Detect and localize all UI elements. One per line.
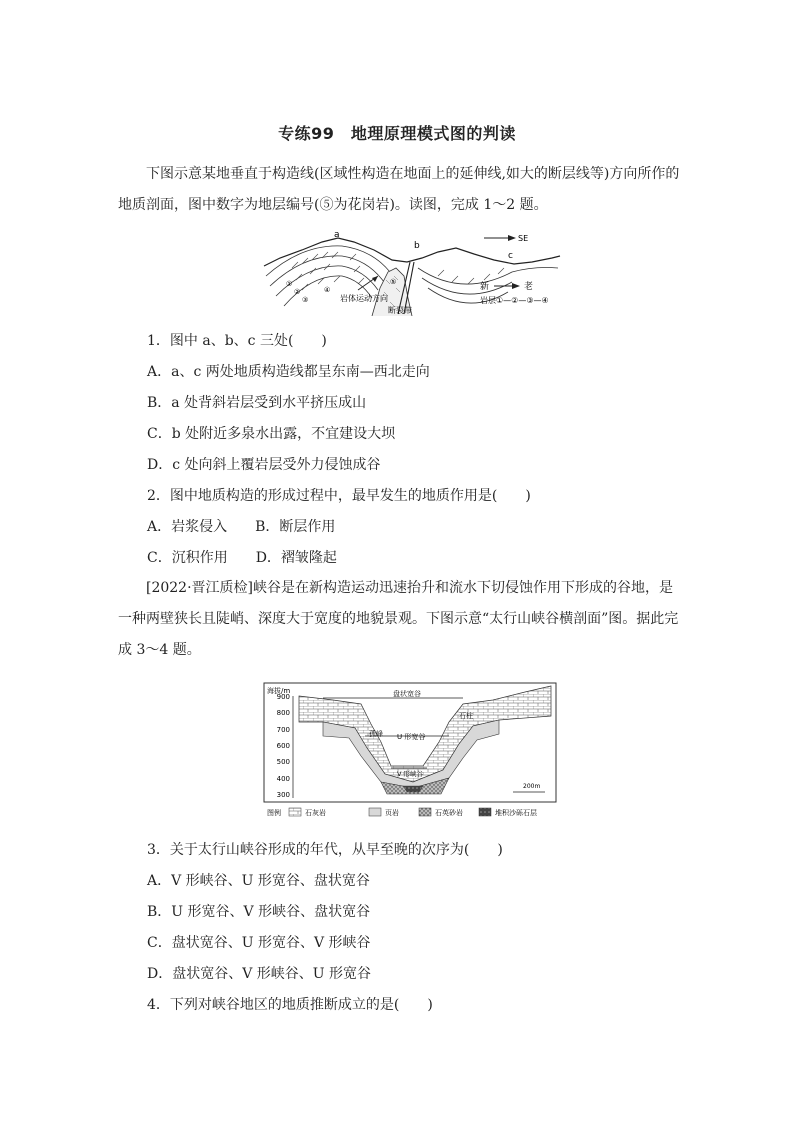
label-u-valley: U 形宽谷 [397, 733, 426, 741]
tick-800: 800 [276, 709, 290, 717]
question-2: 2．图中地质构造的形成过程中，最早发生的地质作用是( ) [147, 488, 531, 504]
axis-title: 海拔/m [267, 687, 291, 695]
intro-paragraph-2: [2022·晋江质检]峡谷是在新构造运动迅速抬升和流水下切侵蚀作用下形成的谷地，是一种两壁狭长且陡峭、深度大于宽度的地貌景观。下图示意“太行山峡谷横剖面”图。据此完成 3～4 题。 [118, 580, 679, 658]
q2-options-ab: A．岩浆侵入 B．断层作用 [147, 519, 336, 535]
layer-5: ⑤ [390, 278, 397, 286]
legend-quartz-sandstone: 石英砂岩 [435, 809, 463, 817]
label-isolated-peak: 孤峰 [369, 730, 383, 738]
fault-label: 断裂带 [388, 306, 412, 315]
geologic-section-figure [262, 228, 562, 316]
label-a: a [334, 230, 340, 240]
q1-option-c: C．b 处附近多泉水出露，不宜建设大坝 [147, 426, 396, 442]
label-c: c [508, 251, 513, 261]
label-v-canyon: V 形峡谷 [397, 770, 424, 778]
q3-option-b: B．U 形宽谷、V 形峡谷、盘状宽谷 [147, 904, 371, 920]
q3-option-d: D．盘状宽谷、V 形峡谷、U 形宽谷 [147, 966, 372, 982]
q1-option-a: A．a、c 两处地质构造线都呈东南—西北走向 [147, 364, 430, 380]
q1-option-d: D．c 处向斜上覆岩层受外力侵蚀成谷 [147, 457, 381, 473]
layer-sequence: 岩层①—②—③—④ [480, 296, 549, 305]
label-pan-valley: 盘状宽谷 [393, 690, 421, 698]
legend-gravel-deposit: 堆积沙砾石层 [495, 809, 537, 817]
motion-label: 岩体运动方向 [340, 294, 388, 303]
scale-bar: 200m [523, 783, 541, 790]
tick-600: 600 [276, 742, 290, 750]
question-3: 3．关于太行山峡谷形成的年代，从早至晚的次序为( ) [147, 842, 503, 858]
tick-900: 900 [276, 693, 290, 701]
intro-paragraph-1: 下图示意某地垂直于构造线(区域性构造在地面上的延伸线,如大的断层线等)方向所作的地质剖面，图中数字为地层编号(⑤为花岗岩)。读图，完成 1～2 题。 [118, 166, 680, 213]
tick-500: 500 [276, 758, 290, 766]
canyon-section-figure [263, 682, 557, 822]
label-new: 新 [480, 282, 490, 292]
tick-700: 700 [276, 726, 290, 734]
page-title: 专练99 地理原理模式图的判读 [278, 124, 516, 143]
label-old: 老 [524, 282, 534, 292]
direction-se: SE [518, 234, 529, 243]
q3-option-c: C．盘状宽谷、U 形宽谷、V 形峡谷 [147, 935, 371, 951]
question-4: 4．下列对峡谷地区的地质推断成立的是( ) [147, 997, 433, 1013]
q3-option-a: A．V 形峡谷、U 形宽谷、盘状宽谷 [147, 873, 370, 889]
q1-option-b: B．a 处背斜岩层受到水平挤压成山 [147, 395, 367, 411]
layer-2: ② [294, 288, 301, 296]
question-1: 1．图中 a、b、c 三处( ) [147, 333, 327, 349]
legend-shale: 页岩 [385, 809, 399, 817]
label-stone-pillar: 石柱 [459, 712, 473, 720]
q2-options-cd: C．沉积作用 D．褶皱隆起 [147, 550, 337, 566]
legend-title: 图例 [267, 809, 281, 817]
tick-400: 400 [276, 775, 290, 783]
layer-4: ④ [324, 286, 331, 294]
legend-limestone: 石灰岩 [305, 809, 326, 817]
layer-3: ③ [302, 296, 309, 304]
label-b: b [414, 241, 420, 251]
layer-1: ① [286, 280, 293, 288]
tick-300: 300 [276, 791, 290, 799]
